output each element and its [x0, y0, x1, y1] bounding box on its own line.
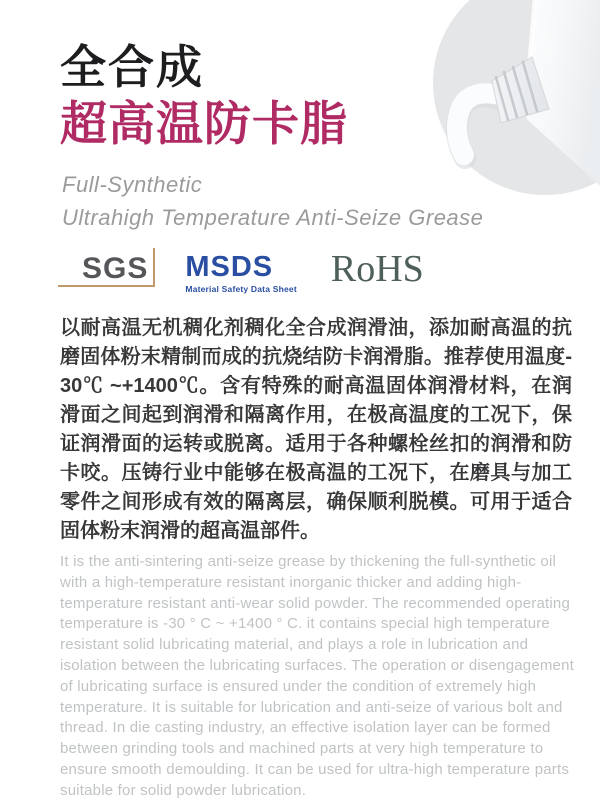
rohs-logo-text: RoHS: [330, 248, 424, 290]
product-subtitle-en-line2: Ultrahigh Temperature Anti-Seize Grease: [62, 205, 484, 230]
rohs-logo: [331, 250, 424, 288]
msds-logo-subtitle: Material Safety Data Sheet: [185, 284, 297, 294]
sgs-logo-text: SGS: [82, 252, 149, 285]
certification-logos-row: [58, 248, 424, 294]
description-chinese: 以耐高温无机稠化剂稠化全合成润滑油，添加耐高温的抗磨固体粉末精制而成的抗烧结防卡润滑脂。推荐使用温度-30℃ ~+1400℃。含有特殊的耐高温固体润滑材料，在润滑面之间起到润滑和隔离作用，在极高温度的工况下，保证润滑面的运转或脱离。适用于各种螺栓丝扣的润滑和防卡咬。压铸行业中能够在极高温的工况下，在磨具与加工零件之间形成有效的隔离层，确保顺利脱模。可用于适合固体粉末润滑的超高温部件。: [60, 317, 572, 542]
description-english: It is the anti-sintering anti-seize grease by thickening the full-synthetic oil with a high-temperature resistant inorganic thicker and adding high-temperature resistant anti-wear solid powder. The recommended operating temperature is -30 ° C ~ +1400 ° C. it contains special high temperature resistant solid lubricating material, and plays a role in lubrication and isolation between the lubricating surfaces. The operation or disengagement of lubricating surface is ensured under the condition of extremely high temperature. It is suitable for lubrication and anti-seize of various bolt and thread. In die casting industry, an effective isolation layer can be formed between grinding tools and machined parts at very high temperature to ensure smooth demoulding. It can be used for ultra-high temperature parts suitable for solid powder lubrication.: [60, 553, 575, 799]
msds-logo: [185, 253, 297, 294]
product-title-cn-line2: 超高温防卡脂: [60, 97, 348, 150]
product-title-cn-line1: 全合成: [60, 41, 204, 93]
msds-logo-text: MSDS: [185, 251, 274, 283]
sgs-logo: [58, 248, 155, 287]
product-subtitle-en: [62, 168, 483, 234]
product-subtitle-en-line1: Full-Synthetic: [62, 172, 203, 197]
